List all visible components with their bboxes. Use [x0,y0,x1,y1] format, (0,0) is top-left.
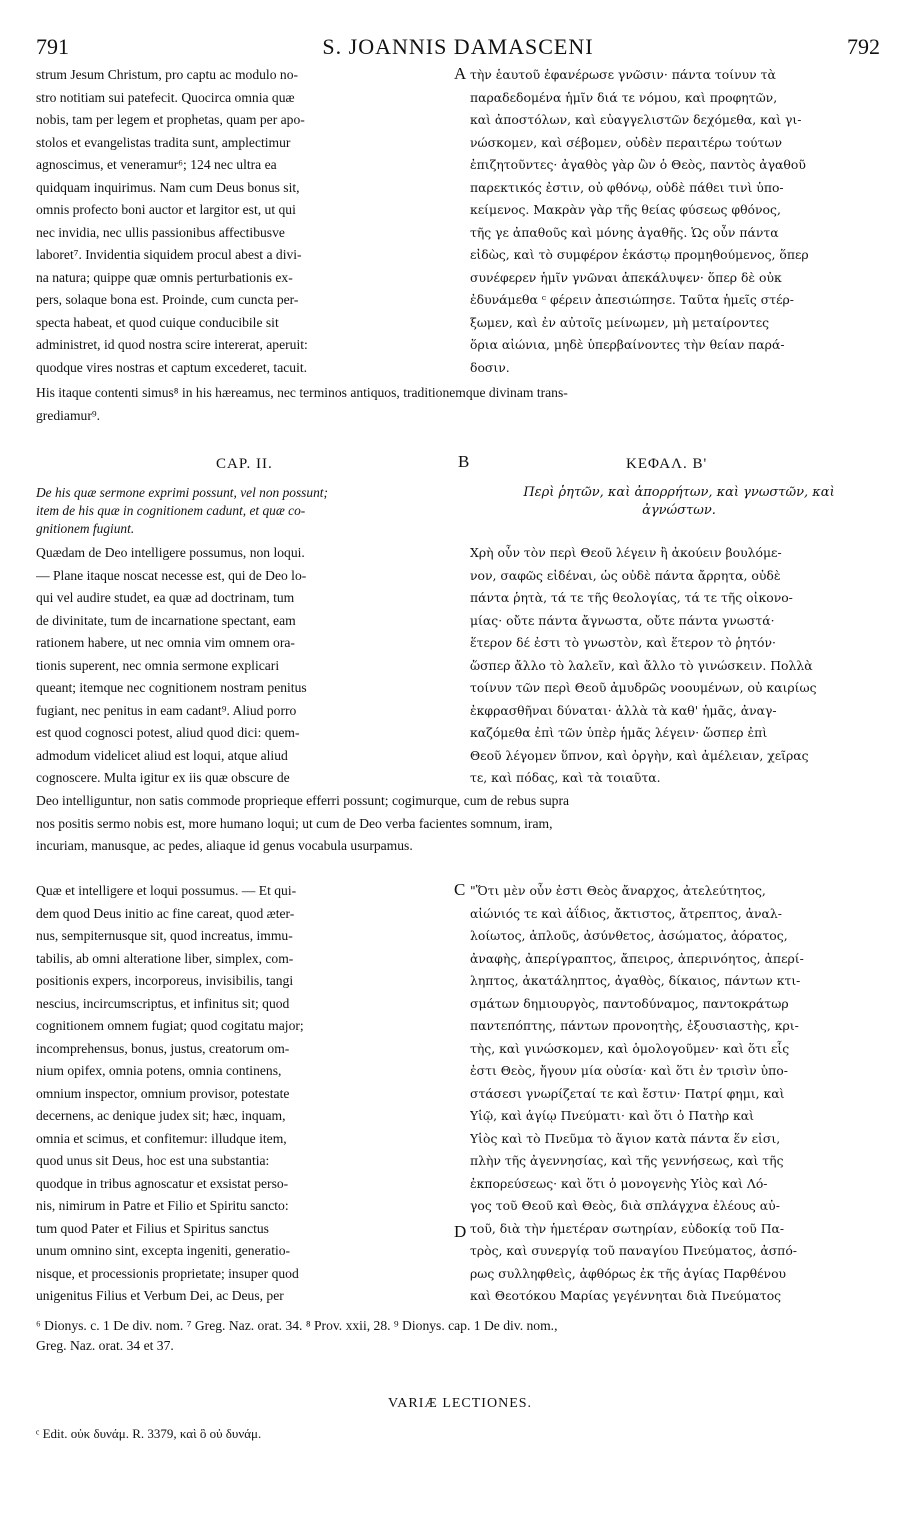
margin-marker-a: A [454,64,467,83]
text-line: ἐκφρασθῆναι δύναται· ἀλλὰ τὰ καθ' ἡμᾶς, ἀναγ- [470,702,777,718]
text-line: cognitionem omnem fugiat; quod cogitatu major; [36,1018,304,1033]
text-line: ὥσπερ ἄλλο τὸ λαλεῖν, καὶ ἄλλο τὸ γινώσκειν. Πολλὰ [470,657,813,673]
latin-chapter-title [36,484,328,538]
text-line: quod unus sit Deus, hoc est una substantia: [36,1153,270,1168]
text-line: νώσκομεν, καὶ σέβομεν, οὐδὲν περαιτέρω τούτων [470,134,783,150]
text-line: στάσεσι γνωρίζεταί τε καὶ ἔστιν· Πατρί φημι, καὶ [470,1085,785,1101]
text-line: cognoscere. Multa igitur ex iis quæ obscure de [36,770,290,785]
text-line: Quædam de Deo intelligere possumus, non loqui. [36,545,305,560]
text-line: tabilis, ab omni alteratione liber, simplex, com- [36,950,294,966]
latin-column-bottom [36,880,454,1308]
text-line: γος τοῦ Θεοῦ καὶ Θεὸς, διὰ σπλάγχνα ἐλέους αὐ- [470,1198,780,1213]
latin-column-middle [36,542,454,790]
text-line: Υἱὸς καὶ τὸ Πνεῦμα τὸ ἅγιον κατὰ πάντα ἕν εἰσι, [470,1130,781,1146]
text-line: ἐδυνάμεθα ᶜ φέρειν ἀπεσιώπησε. Ταῦτα ἡμεῖς στέρ- [470,292,794,307]
footnote-line: ⁶ Dionys. c. 1 De div. nom. ⁷ Greg. Naz. orat. 34. ⁸ Prov. xxii, 28. ⁹ Dionys. cap. 1 De div. nom., [36,1318,558,1333]
text-line: — Plane itaque noscat necesse est, qui de Deo lo- [36,567,307,583]
text-line: stolos et evangelistas tradita sunt, amplectimur [36,134,291,150]
text-line: πάντα ῥητὰ, τά τε τῆς θεολογίας, τά τε τῆς οἰκονο- [470,590,793,605]
full-width-paragraph-2 [36,790,884,858]
text-line: Θεοῦ λέγομεν ὕπνον, καὶ ὀργὴν, καὶ ἀμέλειαν, χεῖρας [470,747,809,763]
text-line: καὶ Θεοτόκου Μαρίας γεγέννηται διὰ Πνεύματος [470,1288,782,1303]
running-title: S. JOANNIS DAMASCENI [322,34,594,59]
text-line: His itaque contenti simus⁸ in his hæreamus, nec terminos antiquos, traditionemque divinam trans- [36,385,568,400]
text-line: συνέφερεν ἡμῖν γνῶναι ἀπεκάλυψεν· ὅπερ δὲ οὐκ [470,269,782,285]
text-line: decernens, ac denique judex sit; hæc, inquam, [36,1108,286,1123]
text-line: ἐστι Θεὸς, ἤγουν μία οὐσία· καὶ ὅτι ἐν τρισὶν ὑπο- [470,1063,788,1078]
text-line: omnia et scimus, et confitemur: illudque item, [36,1130,287,1146]
text-line: αἰώνιός τε καὶ ἀΐδιος, ἄκτιστος, ἄτρεπτος, ἀναλ- [470,905,782,921]
text-line: παραδεδομένα ἡμῖν διά τε νόμου, καὶ προφητῶν, [470,89,778,105]
text-line: qui vel audire studet, ea quæ ad doctrinam, tum [36,590,295,605]
text-line: quodque vires nostras et captum excederet, tacuit. [36,359,308,375]
title-line: item de his quæ in cognitionem cadunt, et quæ co- [36,503,306,518]
text-line: stro notitiam sui patefecit. Quocirca omnia quæ [36,89,295,105]
text-line: τρὸς, καὶ συνεργίᾳ τοῦ παναγίου Πνεύματος, ἀσπό- [470,1243,797,1258]
text-line: παρεκτικός ἐστιν, οὐ φθόνῳ, οὐδὲ πάθει τινὶ ὑπο- [470,179,784,195]
text-line: positionis expers, incorporeus, invisibilis, tangi [36,973,294,988]
text-line: queant; itemque nec cognitionem nostram penitus [36,680,307,695]
text-line: nec invidia, nec ullis passionibus affectibusve [36,224,285,240]
text-line: νον, σαφῶς εἰδέναι, ὡς οὐδὲ πάντα ἄρρητα, οὐδὲ [470,567,781,583]
text-line: incomprehensus, bonus, justus, creatorum om- [36,1040,290,1056]
text-line: nescius, incircumscriptus, et infinitus sit; quod [36,995,290,1011]
text-line: nus, sempiternusque sit, quod increatus, immu- [36,928,293,943]
text-line: Υἱῷ, καὶ ἁγίῳ Πνεύματι· καὶ ὅτι ὁ Πατὴρ καὶ [470,1108,754,1123]
greek-column-middle [470,542,884,790]
text-line: ἀναφὴς, ἀπερίγραπτος, ἄπειρος, ἀπερινόητος, ἀπερί- [470,950,804,966]
text-line: omnis profecto boni auctor et largitor est, ut qui [36,202,296,217]
text-line: grediamur⁹. [36,407,100,423]
text-line: καζόμεθα ἐπὶ τῶν ὑπὲρ ἡμᾶς λέγειν· ὥσπερ ἐπὶ [470,725,768,740]
text-line: incuriam, manusque, ac pedes, aliaque id genus vocabula usurpamus. [36,838,413,853]
text-line: omnium inspector, omnium provisor, potestate [36,1085,290,1101]
variae-lectiones-line: ᶜ Edit. οὐκ δυνάμ. R. 3379, καὶ ὃ οὐ δυνάμ. [36,1426,262,1441]
text-line: fugiant, nec penitus in eam cadant⁹. Aliud porro [36,702,297,718]
title-line: ἀγνώστων. [642,503,716,518]
text-line: εἰδὼς, καὶ τὸ συμφέρον ἑκάστῳ προμηθούμενος, ὅπερ [470,247,809,262]
full-width-paragraph-1 [36,382,884,427]
text-line: Deo intelliguntur, non satis commode proprieque efferri possunt; cogimurque, cum de rebus supra [36,793,570,808]
text-line: "Ὅτι μὲν οὖν ἐστι Θεὸς ἄναρχος, ἀτελεύτητος, [470,883,766,898]
text-line: τοῦ, διὰ τὴν ἡμετέραν σωτηρίαν, εὐδοκίᾳ τοῦ Πα- [470,1220,785,1236]
text-line: τὴς, καὶ γινώσκομεν, καὶ ὁμολογοῦμεν· καὶ ὅτι εἷς [470,1040,790,1056]
text-line: admodum videlicet aliud est loqui, atque aliud [36,747,288,763]
latin-chapter-heading: CAP. II. [216,456,273,472]
text-line: ἐκπορεύσεως· καὶ ὅτι ὁ μονογενὴς Υἱὸς καὶ Λό- [470,1175,768,1191]
greek-column-bottom [470,880,884,1308]
text-line: unum omnino sint, excepta ingeniti, generatio- [36,1243,291,1258]
title-line: Περὶ ῥητῶν, καὶ ἀπορρήτων, καὶ γνωστῶν, καὶ [523,485,835,500]
variae-lectiones-heading: VARIÆ LECTIONES. [387,1396,533,1411]
footnote-line: Greg. Naz. orat. 34 et 37. [36,1338,174,1353]
text-line: ρως συλληφθεὶς, ἀφθόρως ἐκ τῆς ἁγίας Παρθένου [470,1265,787,1281]
text-line: πλὴν τῆς ἀγεννησίας, καὶ τῆς γεννήσεως, καὶ τῆς [470,1153,784,1168]
latin-column-top [36,64,454,379]
text-line: tionis superent, nec omnia sermone explicari [36,657,280,673]
text-line: τε, καὶ πόδας, καὶ τὰ τοιαῦτα. [470,770,661,785]
margin-marker-b: B [458,452,470,471]
margin-marker-c: C [454,880,466,899]
text-line: μίας· οὔτε πάντα ἄγνωστα, οὔτε πάντα γνωστά· [470,612,775,628]
margin-marker-d: D [454,1222,467,1241]
text-line: nis, nimirum in Patre et Filio et Spiritu sancto: [36,1198,289,1213]
text-line: est quod cognosci potest, aliud quod dici: quem- [36,725,300,740]
text-line: παντεπόπτης, πάντων προνοητὴς, ἐξουσιαστὴς, κρι- [470,1018,799,1033]
text-line: σμάτων δημιουργὸς, παντοδύναμος, παντοκράτωρ [470,995,789,1011]
running-header [36,34,880,62]
text-line: de divinitate, tum de incarnatione spectant, eam [36,612,296,628]
text-line: Quæ et intelligere et loqui possumus. — Et qui- [36,883,297,898]
text-line: laboret⁷. Invidentia siquidem procul abest a divi- [36,247,302,262]
text-line: quidquam inquirimus. Nam cum Deus bonus sit, [36,179,300,195]
text-line: nium opifex, omnia potens, omnia continens, [36,1063,282,1078]
greek-chapter-heading: ΚΕΦΑΛ. Β' [626,456,708,472]
text-line: specta habeat, et quod cuique conducibile sit [36,314,279,330]
text-line: nos positis sermo nobis est, more humano loqui; ut cum de Deo verba facientes somnum, iram, [36,815,553,831]
text-line: tum quod Pater et Filius et Spiritus sanctus [36,1220,269,1236]
text-line: unigenitus Filius et Verbum Dei, ac Deus, per [36,1288,284,1303]
greek-column-top [470,64,884,379]
title-line: De his quæ sermone exprimi possunt, vel non possunt; [36,485,328,500]
text-line: pers, solaque bona est. Proinde, cum cuncta per- [36,292,299,307]
text-line: quodque in tribus agnoscatur et exsistat perso- [36,1175,289,1191]
text-line: καὶ ἀποστόλων, καὶ εὐαγγελιστῶν δεχόμεθα, καὶ γι- [470,112,802,127]
footnotes [36,1316,896,1356]
page-number-right: 792 [847,34,880,59]
text-line: τὴν ἑαυτοῦ ἐφανέρωσε γνῶσιν· πάντα τοίνυν τὰ [470,67,776,82]
text-line: ληπτος, ἀκατάληπτος, ἀγαθὸς, δίκαιος, πάντων κτι- [470,973,801,988]
text-line: δοσιν. [470,359,510,375]
text-line: na natura; quippe quæ omnis perturbationis ex- [36,269,293,285]
text-line: ξωμεν, καὶ ἐν αὐτοῖς μείνωμεν, μὴ μεταίροντες [470,314,770,330]
text-line: agnoscimus, et veneramur⁶; 124 nec ultra ea [36,157,277,172]
page-number-left: 791 [36,34,69,59]
text-line: nisque, et processionis proprietate; insuper quod [36,1265,299,1281]
text-line: λοίωτος, ἁπλοῦς, ἀσύνθετος, ἀσώματος, ἀόρατος, [470,928,788,943]
text-line: ὅρια αἰώνια, μηδὲ ὑπερβαίνοντες τὴν θείαν παρά- [470,337,785,352]
text-line: ἐπιζητοῦντες· ἀγαθὸς γὰρ ὢν ὁ Θεὸς, παντὸς ἀγαθοῦ [470,157,806,172]
text-line: nobis, tam per legem et prophetas, quam per apo- [36,112,305,127]
text-line: rationem habere, ut nec omnia vim omnem ora- [36,635,295,650]
text-line: Χρὴ οὖν τὸν περὶ Θεοῦ λέγειν ἢ ἀκούειν βουλόμε- [470,545,782,560]
text-line: κείμενος. Μακρὰν γὰρ τῆς θείας φύσεως φθόνος, [470,202,781,217]
title-line: gnitionem fugiunt. [36,521,135,536]
text-line: strum Jesum Christum, pro captu ac modulo no- [36,67,299,82]
text-line: administret, id quod nostra scire intererat, aperuit: [36,337,308,352]
text-line: dem quod Deus initio ac fine careat, quod æter- [36,905,295,921]
text-line: ἕτερον δέ ἐστι τὸ γνωστὸν, καὶ ἕτερον τὸ ῥητόν· [470,635,776,650]
text-line: τῆς γε ἀπαθοῦς καὶ μόνης ἀγαθῆς. Ὡς οὖν πάντα [470,224,779,240]
text-line: τοίνυν τῶν περὶ Θεοῦ ἀμυδρῶς νοουμένων, οὐ καιρίως [470,680,817,695]
greek-chapter-title [474,484,884,520]
